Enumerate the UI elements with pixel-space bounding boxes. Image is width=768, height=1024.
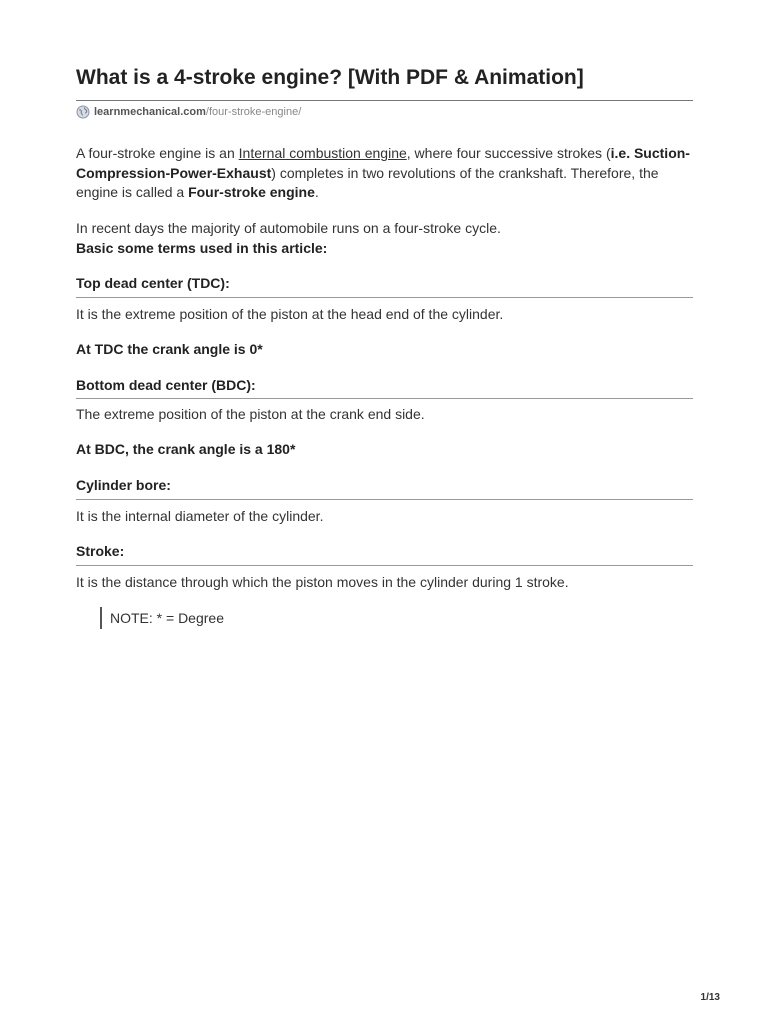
globe-icon bbox=[76, 105, 90, 119]
source-url[interactable] bbox=[76, 105, 301, 119]
intro-text: . bbox=[314, 184, 319, 200]
bdc-crank-angle: At BDC, the crank angle is a 180* bbox=[76, 441, 296, 457]
source-path: /four-stroke-engine/ bbox=[205, 106, 302, 118]
tdc-divider bbox=[76, 297, 693, 298]
bore-divider bbox=[76, 499, 693, 500]
page-title: What is a 4-stroke engine? [With PDF & Animation] bbox=[76, 66, 584, 89]
intro-text: A four-stroke engine is an bbox=[76, 145, 239, 161]
basic-terms-heading: Basic some terms used in this article: bbox=[76, 240, 328, 256]
title-divider bbox=[76, 100, 693, 101]
bdc-divider bbox=[76, 398, 693, 399]
tdc-heading: Top dead center (TDC): bbox=[76, 275, 230, 291]
bdc-heading: Bottom dead center (BDC): bbox=[76, 377, 256, 393]
page-number: 1/13 bbox=[700, 992, 720, 1003]
bore-heading: Cylinder bore: bbox=[76, 477, 171, 493]
tdc-definition: It is the extreme position of the piston at the head end of the cylinder. bbox=[76, 306, 504, 322]
degree-note: NOTE: * = Degree bbox=[100, 607, 224, 629]
bore-definition: It is the internal diameter of the cylinder. bbox=[76, 508, 324, 524]
intro-paragraph bbox=[76, 144, 693, 203]
intro-text: ) completes in two revolutions of the crankshaft. Therefore, the engine is called a bbox=[76, 164, 659, 200]
stroke-heading: Stroke: bbox=[76, 543, 125, 559]
stroke-sequence: i.e. Suction-Compression-Power-Exhaust bbox=[76, 145, 690, 181]
source-domain: learnmechanical.com bbox=[94, 106, 206, 118]
internal-combustion-engine-link[interactable]: Internal combustion engine bbox=[238, 145, 407, 161]
tdc-crank-angle: At TDC the crank angle is 0* bbox=[76, 341, 263, 357]
bdc-definition: The extreme position of the piston at the crank end side. bbox=[76, 406, 425, 422]
four-stroke-engine-term: Four-stroke engine bbox=[188, 184, 315, 200]
recent-paragraph: In recent days the majority of automobile runs on a four-stroke cycle. bbox=[76, 220, 501, 236]
stroke-divider bbox=[76, 565, 693, 566]
stroke-definition: It is the distance through which the piston moves in the cylinder during 1 stroke. bbox=[76, 574, 569, 590]
intro-text: , where four successive strokes ( bbox=[406, 145, 611, 161]
